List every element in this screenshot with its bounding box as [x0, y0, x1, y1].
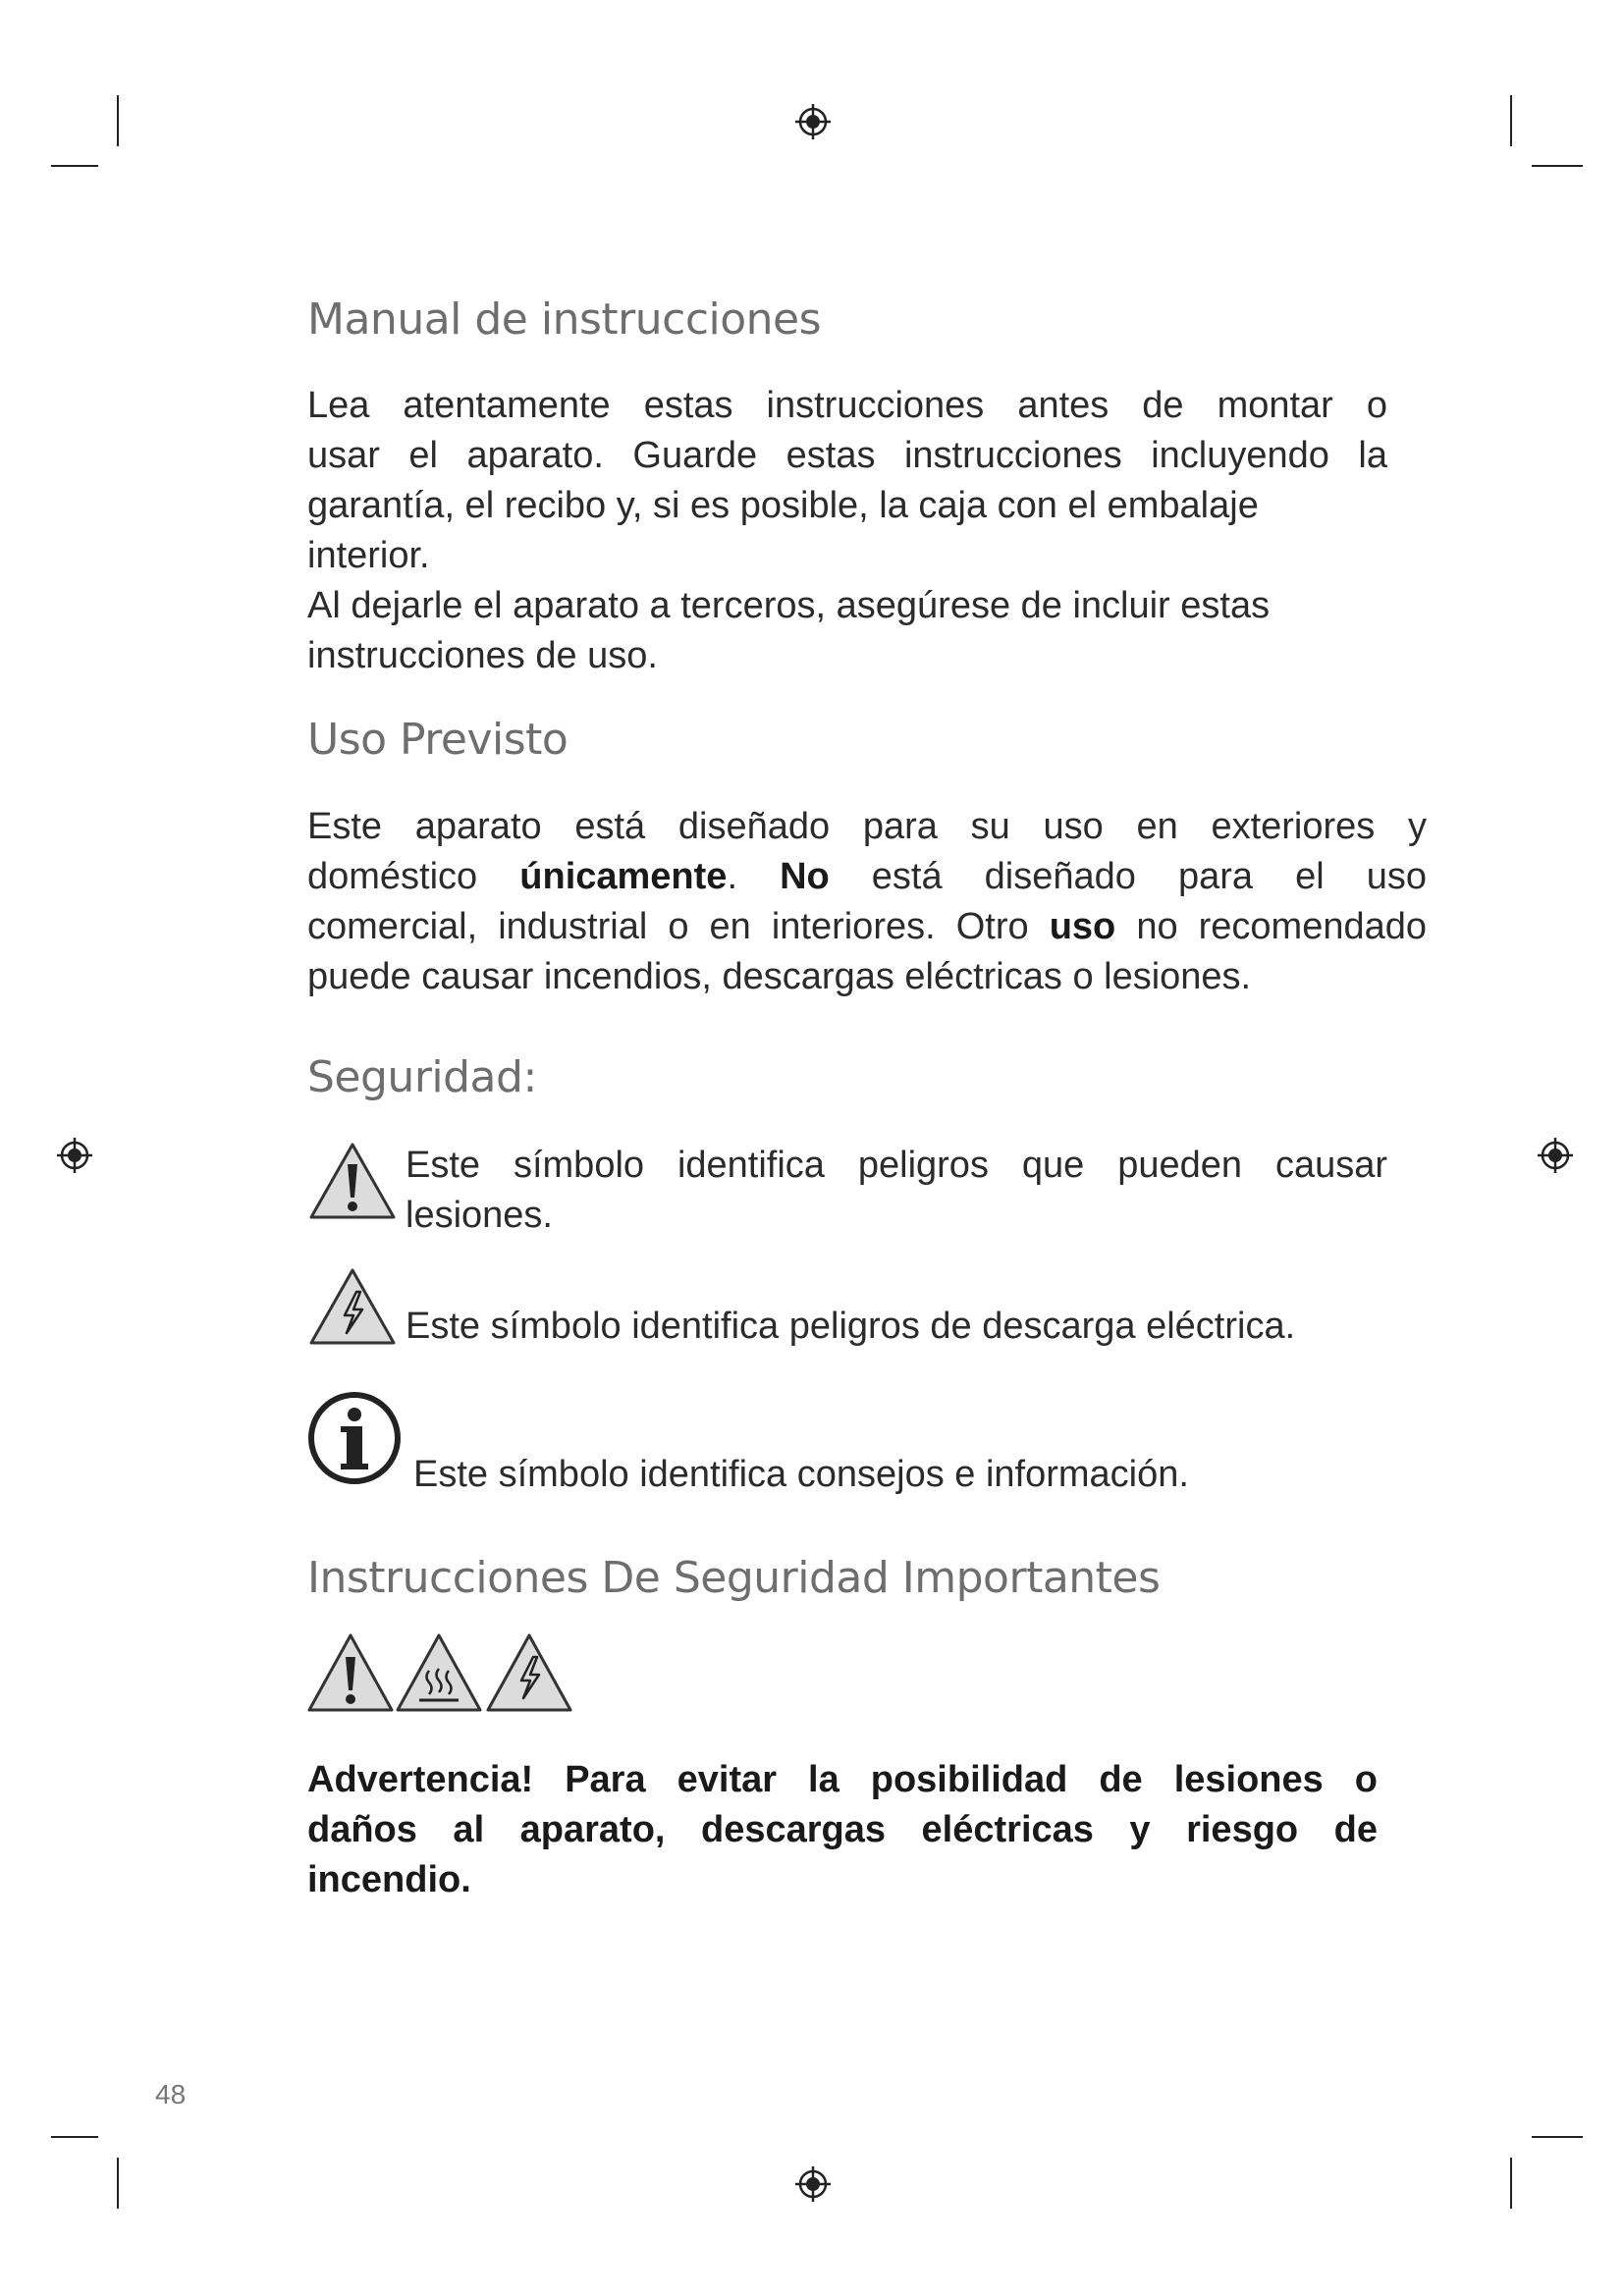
symbol-row-electric: [307, 1266, 1387, 1355]
registration-mark-left-icon: [55, 1136, 94, 1175]
registration-mark-bottom-icon: [793, 2164, 833, 2204]
manual-line-4: interior.: [307, 535, 430, 576]
registration-mark-right-icon: [1536, 1136, 1575, 1175]
uso-line-3-c: no recomendado: [1136, 906, 1428, 947]
warning-line-1: Advertencia! Para evitar la posibilidad de lesiones o: [307, 1759, 1378, 1800]
crop-mark-top-left-v: [117, 95, 119, 146]
manual-paragraph: [307, 381, 1387, 681]
uso-line-2-e: está diseñado para el uso: [871, 856, 1427, 897]
instrucciones-heading: Instrucciones De Seguridad Importantes: [307, 1553, 1161, 1603]
page-number: 48: [155, 2079, 187, 2109]
crop-mark-top-right-h: [1532, 165, 1583, 167]
crop-mark-top-right-v: [1510, 95, 1512, 146]
seguridad-heading: Seguridad:: [307, 1052, 537, 1102]
warning-line-2: daños al aparato, descargas eléctricas y riesgo de: [307, 1809, 1378, 1850]
hot-surface-icon: [398, 1635, 480, 1710]
symbol-injury-line-1: Este símbolo identifica peligros que pueden causar: [406, 1145, 1387, 1186]
uso-line-3-bold-uso: uso: [1049, 906, 1116, 947]
manual-line-5: Al dejarle el aparato a terceros, asegúrese de incluir estas: [307, 585, 1271, 626]
uso-line-2: [307, 852, 1427, 902]
crop-mark-bottom-left-v: [117, 2158, 119, 2209]
electric-hazard-icon: [488, 1635, 570, 1710]
uso-line-2-bold-no: No: [780, 856, 830, 897]
info-icon: [307, 1389, 406, 1487]
symbol-info-text: Este símbolo identifica consejos e información.: [413, 1454, 1189, 1495]
manual-line-3: garantía, el recibo y, si es posible, la caja con el embalaje: [307, 485, 1259, 526]
uso-previsto-heading: Uso Previsto: [307, 715, 568, 765]
manual-heading: Manual de instrucciones: [307, 294, 822, 345]
uso-line-1: Este aparato está diseñado para su uso en exteriores y: [307, 806, 1427, 847]
uso-line-4: puede causar incendios, descargas eléctricas o lesiones.: [307, 956, 1252, 997]
uso-line-2-bold-unicamente: únicamente: [519, 856, 728, 897]
manual-line-1: Lea atentamente estas instrucciones antes de montar o: [307, 385, 1387, 426]
registration-mark-top-icon: [793, 102, 833, 141]
symbol-injury-line-2: lesiones.: [406, 1195, 553, 1236]
uso-line-2-a: doméstico: [307, 856, 478, 897]
crop-mark-bottom-right-h: [1532, 2136, 1583, 2138]
crop-mark-top-left-h: [51, 165, 98, 167]
uso-line-2-period: .: [727, 856, 737, 897]
warning-triangle-icon: [307, 1141, 398, 1221]
uso-previsto-paragraph: [307, 802, 1427, 1002]
electric-hazard-icon: [307, 1266, 398, 1347]
symbol-electric-text: Este símbolo identifica peligros de descarga eléctrica.: [406, 1306, 1296, 1347]
uso-line-3: [307, 902, 1427, 952]
warning-line-3: incendio.: [307, 1859, 471, 1900]
warning-triangle-icon: [309, 1635, 392, 1710]
crop-mark-bottom-right-v: [1510, 2158, 1512, 2209]
uso-line-3-a: comercial, industrial o en interiores. Otro: [307, 906, 1029, 947]
symbol-row-injury: [307, 1141, 1387, 1249]
hazard-icons-row: [307, 1629, 582, 1718]
manual-line-2: usar el aparato. Guarde estas instrucciones incluyendo la: [307, 435, 1387, 476]
crop-mark-bottom-left-h: [51, 2136, 98, 2138]
symbol-injury-text: [406, 1141, 1387, 1241]
symbol-row-info: [307, 1389, 1387, 1497]
manual-line-6: instrucciones de uso.: [307, 635, 658, 676]
warning-paragraph: [307, 1755, 1378, 1905]
